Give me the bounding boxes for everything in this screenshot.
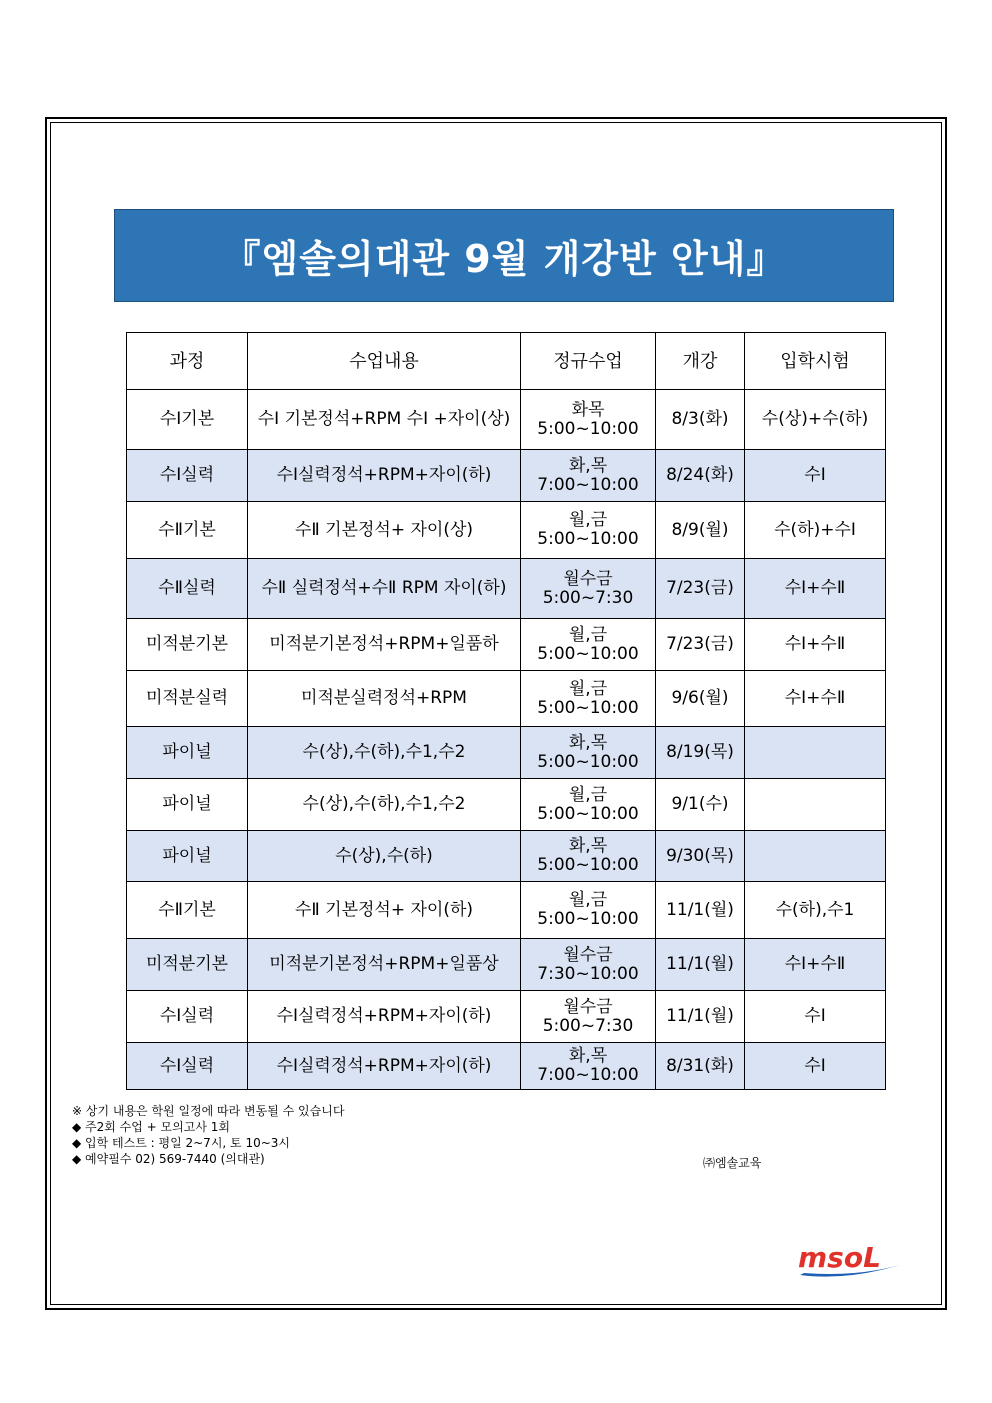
table-row xyxy=(127,882,886,939)
schedule-time: 5:00~7:30 xyxy=(542,587,634,608)
exam-cell: 수Ⅰ xyxy=(745,1043,886,1090)
table-row xyxy=(127,831,886,882)
table-row xyxy=(127,1043,886,1090)
schedule-cell xyxy=(521,619,656,671)
schedule-time: 5:00~10:00 xyxy=(537,803,639,824)
schedule-time: 5:00~10:00 xyxy=(537,909,639,929)
start-date-cell: 11/1(월) xyxy=(656,991,745,1043)
exam-cell: 수Ⅰ xyxy=(745,991,886,1043)
notes xyxy=(72,1103,344,1167)
header-row xyxy=(127,333,886,390)
exam-cell xyxy=(745,831,886,882)
note-line: ◆ 입학 테스트 : 평일 2~7시, 토 10~3시 xyxy=(72,1136,290,1150)
content-cell: 수Ⅰ 기본정석+RPM 수Ⅰ +자이(상) xyxy=(248,390,521,450)
schedule-days: 화,목 xyxy=(568,455,608,476)
note-line: ◆ 예약필수 02) 569-7440 (의대관) xyxy=(72,1152,265,1166)
table-row xyxy=(127,619,886,671)
schedule-days: 화,목 xyxy=(568,1046,608,1066)
header-content: 수업내용 xyxy=(248,333,521,390)
schedule-time: 7:00~10:00 xyxy=(537,474,639,495)
course-cell: 수Ⅰ기본 xyxy=(127,390,248,450)
schedule-time: 5:00~10:00 xyxy=(537,643,639,664)
start-date-cell: 7/23(금) xyxy=(656,619,745,671)
table-row xyxy=(127,727,886,779)
content-cell: 수Ⅱ 실력정석+수Ⅱ RPM 자이(하) xyxy=(248,559,521,619)
content-cell: 수Ⅰ실력정석+RPM+자이(하) xyxy=(248,450,521,502)
schedule-cell xyxy=(521,450,656,502)
schedule-days: 월,금 xyxy=(568,678,608,699)
course-cell: 수Ⅰ실력 xyxy=(127,1043,248,1090)
schedule-cell xyxy=(521,779,656,831)
exam-cell xyxy=(745,727,886,779)
content-cell: 미적분실력정석+RPM xyxy=(248,671,521,727)
course-cell: 수Ⅱ기본 xyxy=(127,882,248,939)
schedule-time: 5:00~10:00 xyxy=(537,529,639,549)
company-name: ㈜엠솔교육 xyxy=(703,1156,762,1170)
msol-logo xyxy=(796,1235,906,1283)
schedule-time: 5:00~10:00 xyxy=(537,418,639,439)
schedule-cell xyxy=(521,1043,656,1090)
logo-text: msoL xyxy=(798,1241,881,1274)
exam-cell: 수Ⅰ+수Ⅱ xyxy=(745,559,886,619)
content-cell: 수(상),수(하),수1,수2 xyxy=(248,727,521,779)
table-row xyxy=(127,390,886,450)
table-row xyxy=(127,939,886,991)
schedule-days: 월,금 xyxy=(568,510,608,530)
exam-cell: 수(상)+수(하) xyxy=(745,390,886,450)
start-date-cell: 9/1(수) xyxy=(656,779,745,831)
content-cell: 수Ⅰ실력정석+RPM+자이(하) xyxy=(248,1043,521,1090)
exam-cell xyxy=(745,779,886,831)
header-course: 과정 xyxy=(127,333,248,390)
exam-cell: 수(하),수1 xyxy=(745,882,886,939)
start-date-cell: 8/3(화) xyxy=(656,390,745,450)
exam-cell: 수Ⅰ+수Ⅱ xyxy=(745,671,886,727)
table-row xyxy=(127,450,886,502)
table-row xyxy=(127,991,886,1043)
exam-cell: 수Ⅰ+수Ⅱ xyxy=(745,619,886,671)
course-cell: 수Ⅰ실력 xyxy=(127,991,248,1043)
header-schedule: 정규수업 xyxy=(521,333,656,390)
schedule-cell xyxy=(521,559,656,619)
schedule-cell xyxy=(521,991,656,1043)
schedule-days: 월,금 xyxy=(568,890,608,910)
content-cell: 수(상),수(하) xyxy=(248,831,521,882)
title-banner xyxy=(114,209,894,302)
schedule-days: 화,목 xyxy=(568,732,608,753)
content-cell: 수(상),수(하),수1,수2 xyxy=(248,779,521,831)
start-date-cell: 8/19(목) xyxy=(656,727,745,779)
schedule-cell xyxy=(521,831,656,882)
schedule-days: 월수금 xyxy=(563,944,613,965)
schedule-cell xyxy=(521,882,656,939)
exam-cell: 수Ⅰ xyxy=(745,450,886,502)
exam-cell: 수(하)+수Ⅰ xyxy=(745,502,886,559)
schedule-time: 7:00~10:00 xyxy=(537,1065,639,1085)
content-cell: 미적분기본정석+RPM+일품하 xyxy=(248,619,521,671)
table-row xyxy=(127,502,886,559)
course-cell: 파이널 xyxy=(127,779,248,831)
schedule-cell xyxy=(521,939,656,991)
note-line: ◆ 주2회 수업 + 모의고사 1회 xyxy=(72,1120,230,1134)
start-date-cell: 11/1(월) xyxy=(656,939,745,991)
header-start: 개강 xyxy=(656,333,745,390)
schedule-days: 화,목 xyxy=(568,836,608,856)
start-date-cell: 8/31(화) xyxy=(656,1043,745,1090)
schedule-days: 월수금 xyxy=(563,568,613,589)
page-title: 『엠솔의대관 9월 개강반 안내』 xyxy=(222,237,786,281)
content-cell: 미적분기본정석+RPM+일품상 xyxy=(248,939,521,991)
start-date-cell: 7/23(금) xyxy=(656,559,745,619)
schedule-cell xyxy=(521,671,656,727)
schedule-days: 화목 xyxy=(571,399,605,420)
note-line: ※ 상기 내용은 학원 일정에 따라 변동될 수 있습니다 xyxy=(72,1104,345,1118)
schedule-days: 월,금 xyxy=(568,624,608,645)
start-date-cell: 9/6(월) xyxy=(656,671,745,727)
course-cell: 수Ⅱ기본 xyxy=(127,502,248,559)
schedule-time: 5:00~10:00 xyxy=(537,855,639,875)
schedule-days: 월수금 xyxy=(563,996,613,1017)
schedule-table xyxy=(126,332,886,1090)
course-cell: 수Ⅰ실력 xyxy=(127,450,248,502)
start-date-cell: 8/9(월) xyxy=(656,502,745,559)
table-row xyxy=(127,559,886,619)
course-cell: 파이널 xyxy=(127,831,248,882)
content-cell: 수Ⅱ 기본정석+ 자이(하) xyxy=(248,882,521,939)
header-exam: 입학시험 xyxy=(745,333,886,390)
schedule-time: 7:30~10:00 xyxy=(537,963,639,984)
start-date-cell: 9/30(목) xyxy=(656,831,745,882)
schedule-cell xyxy=(521,727,656,779)
course-cell: 미적분기본 xyxy=(127,619,248,671)
course-cell: 수Ⅱ실력 xyxy=(127,559,248,619)
content-cell: 수Ⅱ 기본정석+ 자이(상) xyxy=(248,502,521,559)
schedule-time: 5:00~10:00 xyxy=(537,697,639,718)
start-date-cell: 11/1(월) xyxy=(656,882,745,939)
table-row xyxy=(127,671,886,727)
start-date-cell: 8/24(화) xyxy=(656,450,745,502)
schedule-cell xyxy=(521,502,656,559)
course-cell: 미적분실력 xyxy=(127,671,248,727)
course-cell: 미적분기본 xyxy=(127,939,248,991)
schedule-time: 5:00~7:30 xyxy=(542,1015,634,1036)
course-cell: 파이널 xyxy=(127,727,248,779)
schedule-days: 월,금 xyxy=(568,784,608,805)
schedule-time: 5:00~10:00 xyxy=(537,751,639,772)
exam-cell: 수Ⅰ+수Ⅱ xyxy=(745,939,886,991)
table-row xyxy=(127,779,886,831)
schedule-cell xyxy=(521,390,656,450)
content-cell: 수Ⅰ실력정석+RPM+자이(하) xyxy=(248,991,521,1043)
